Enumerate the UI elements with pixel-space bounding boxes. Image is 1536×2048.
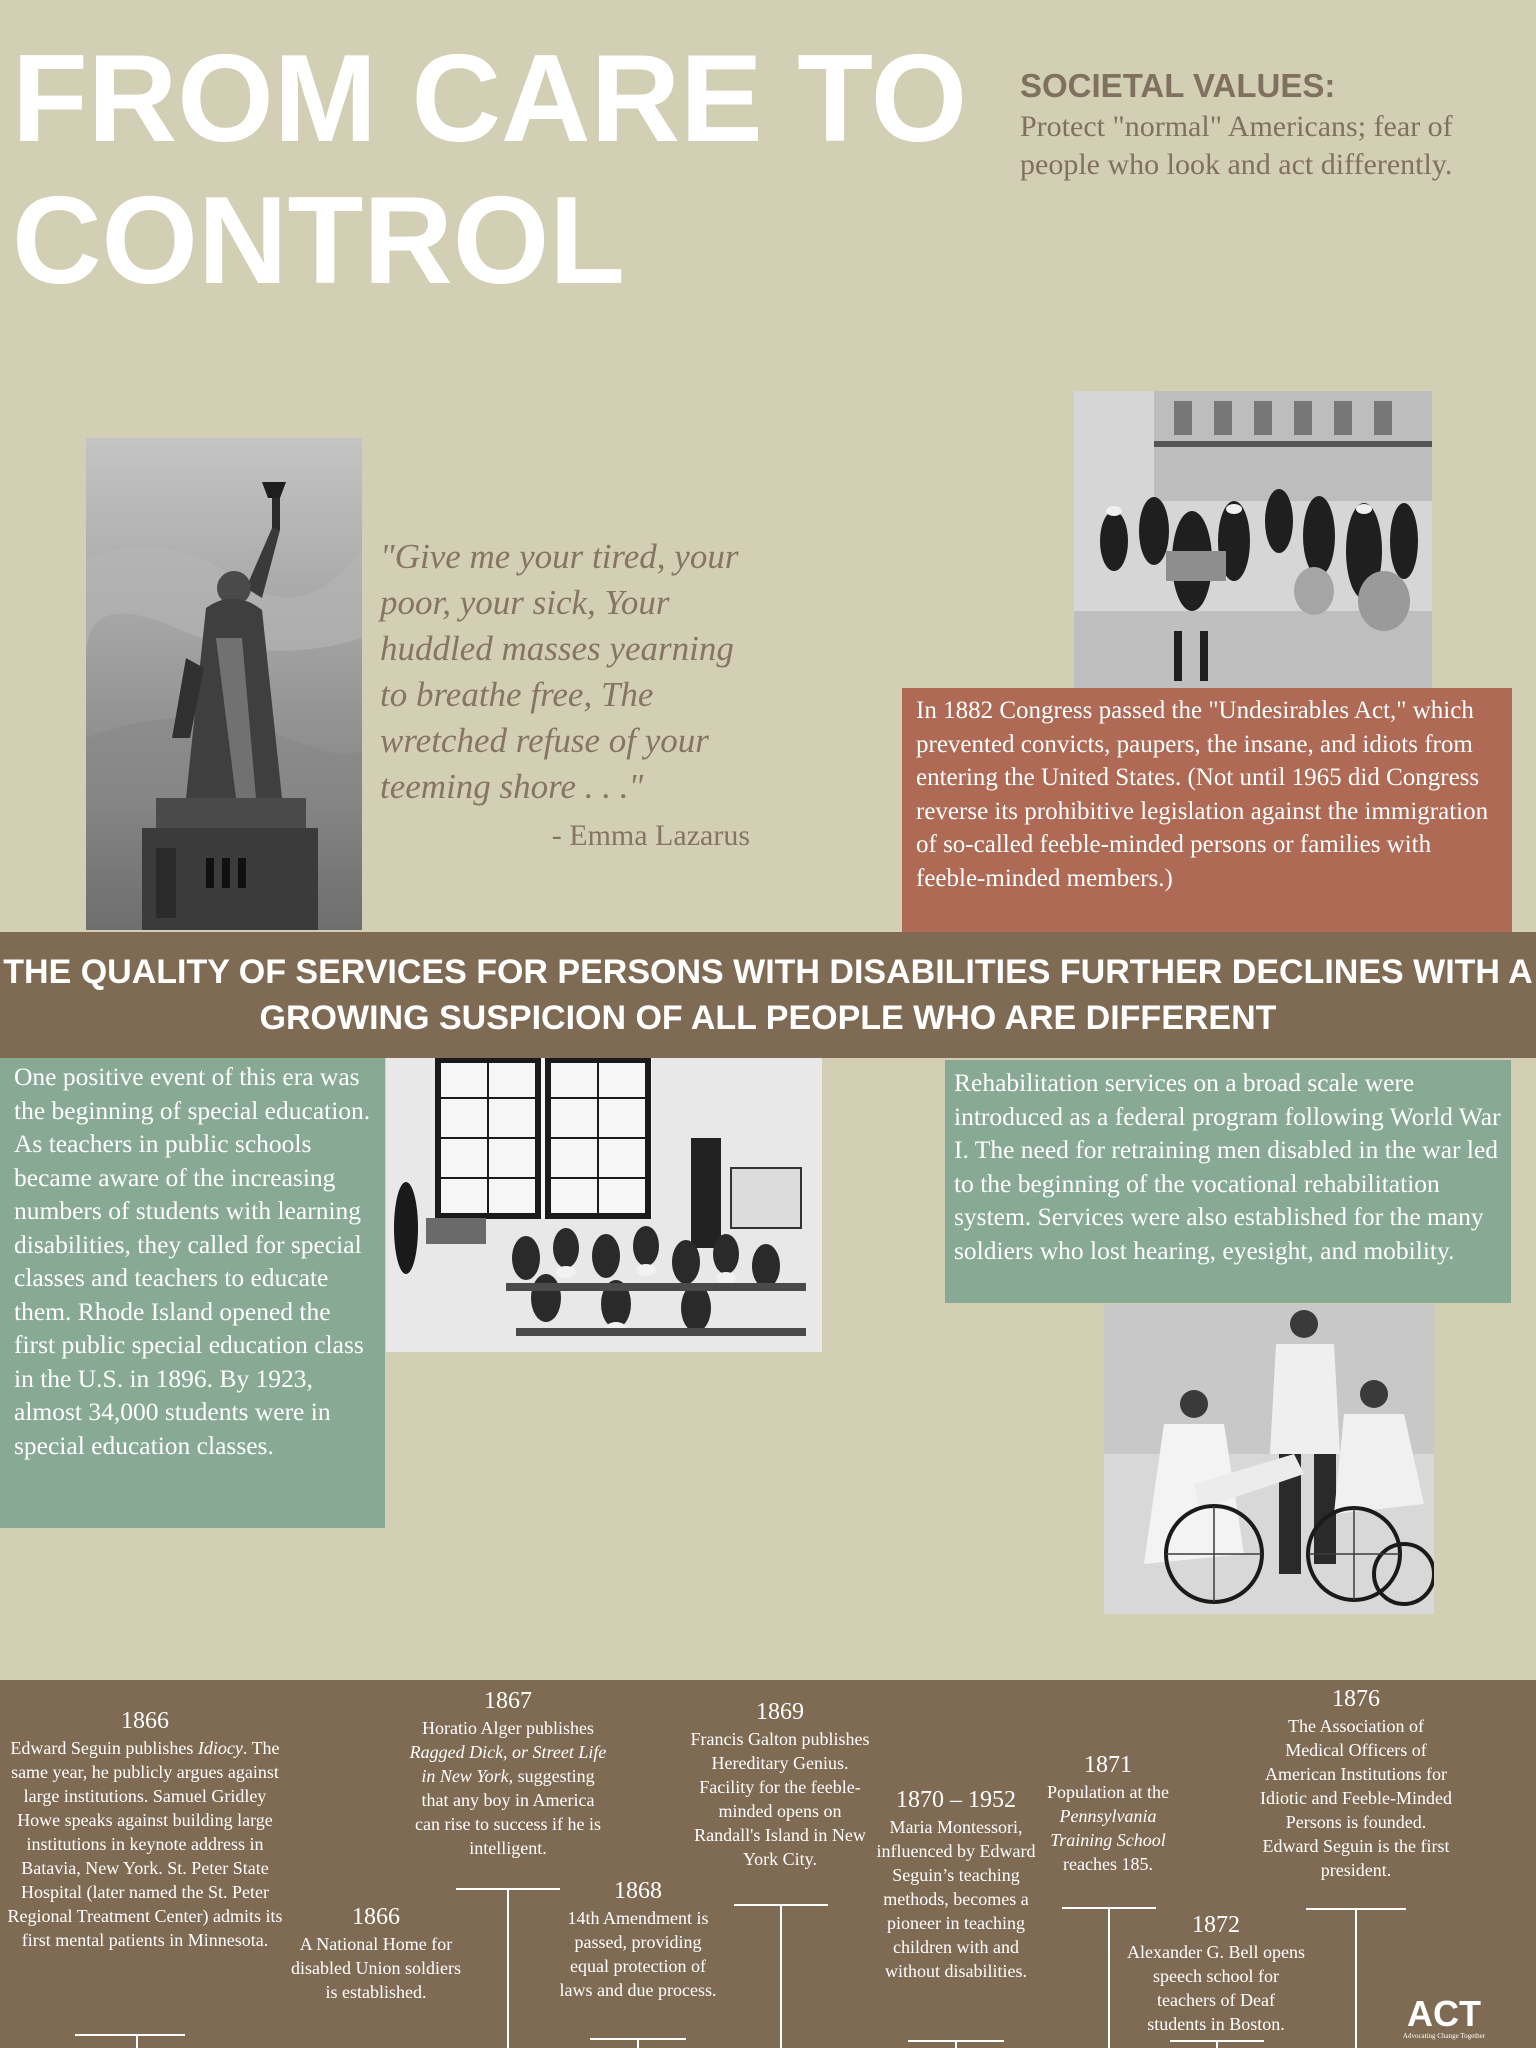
poster-title: FROM CARE TO CONTROL [12,30,968,310]
event-year: 1866 [121,1708,169,1734]
timeline-stem [955,2040,957,2048]
event-text: 14th Amendment is passed, providing equal protection of laws and due process. [559,1908,717,2000]
rehabilitation-text: Rehabilitation services on a broad scale were introduced as a federal program following World War I. The need for retraining men disabled in the war led to the beginning of the vocational rehabilitation system. Services were also established for the many soldiers who lost hearing, eyesight, and mobility. [945,1060,1511,1303]
societal-values-heading: SOCIETAL VALUES: [1020,67,1336,104]
timeline-marker [75,2034,185,2036]
event-text: Maria Montessori, influenced by Edward Seguin’s teaching methods, becomes a pioneer in teaching children with and without disabilities. [876,1817,1036,1981]
timeline-event [1258,1684,1454,1882]
timeline-event [290,1902,462,2004]
timeline-stem [1108,1907,1110,2048]
event-text: A National Home for disabled Union soldiers is established. [291,1934,461,2002]
societal-values-text: Protect "normal" Americans; fear of people who look and act differently. [1020,110,1453,181]
timeline-stem [1216,2040,1218,2048]
event-text: Francis Galton publishes Hereditary Genius. Facility for the feeble-minded opens on Randall's Island in New York City. [690,1729,870,1869]
classroom-photo [386,1058,822,1352]
event-year: 1866 [352,1904,400,1930]
timeline-stem [637,2038,639,2048]
headline-banner [0,932,1536,1058]
timeline-stem [136,2034,138,2048]
event-text: Population at the Pennsylvania Training School reaches 185. [1047,1782,1169,1874]
statue-of-liberty-photo [86,438,362,930]
event-year: 1870 – 1952 [896,1787,1016,1813]
event-year: 1867 [484,1688,532,1714]
event-text: Edward Seguin publishes Idiocy. The same year, he publicly argues against large institutions. Samuel Gridley Howe speaks against building large institutions in keynote address in Batavia, New York. St. Peter State Hospital (later named the St. Peter Regional Treatment Center) admits its first mental patients in Minnesota. [7,1738,283,1950]
act-logo [1396,1993,1492,2041]
act-logo-word: ACT [1407,1993,1481,2034]
event-year: 1872 [1192,1912,1240,1938]
emma-lazarus-quote [380,534,760,856]
event-year: 1869 [756,1699,804,1725]
timeline-stem [507,1888,509,2048]
event-text: Horatio Alger publishes Ragged Dick, or Street Life in New York, suggesting that any boy in America can rise to success if he is intelligent. [409,1718,607,1858]
timeline [0,1680,1536,2048]
quote-author: - Emma Lazarus [551,819,750,852]
timeline-stem [1355,1908,1357,2048]
societal-values [1020,64,1520,184]
event-text: The Association of Medical Officers of American Institutions for Idiotic and Feeble-Minded Persons is founded. Edward Seguin is the first president. [1260,1716,1452,1880]
immigrants-arriving-photo [1074,391,1432,689]
event-text: Alexander G. Bell opens speech school for teachers of Deaf students in Boston. [1127,1942,1305,2034]
act-logo-tagline: Advocating Change Together [1402,2032,1486,2040]
special-education-text: One positive event of this era was the beginning of special education. As teachers in public schools became aware of the increasing numbers of students with learning disabilities, they called for special classes and teachers to educate them. Rhode Island opened the first public special education class in the U.S. in 1896. By 1923, almost 34,000 students were in special education classes. [0,1058,385,1528]
timeline-event [1126,1910,1306,2036]
headline-banner-text: THE QUALITY OF SERVICES FOR PERSONS WITH DISABILITIES FURTHER DECLINES WITH A GROWING SUSPICION OF ALL PEOPLE WHO ARE DIFFERENT [3,953,1533,1037]
timeline-stem [780,1904,782,2048]
timeline-event [690,1697,870,1871]
timeline-event [876,1785,1036,1983]
timeline-event [408,1686,608,1860]
timeline-event [554,1876,722,2002]
timeline-event [4,1706,286,1952]
undesirables-act-text: In 1882 Congress passed the "Undesirables Act," which prevented convicts, paupers, the insane, and idiots from entering the United States. (Not until 1965 did Congress reverse its prohibitive legislation against the immigration of so-called feeble-minded persons or families with feeble-minded members.) [902,688,1512,932]
timeline-event [1030,1750,1186,1876]
quote-text: "Give me your tired, your poor, your sick, Your huddled masses yearning to breathe free, The wretched refuse of your teeming shore . . ." [380,537,739,806]
event-year: 1876 [1332,1686,1380,1712]
event-year: 1868 [614,1878,662,1904]
wounded-soldiers-photo [1104,1304,1434,1614]
event-year: 1871 [1084,1752,1132,1778]
